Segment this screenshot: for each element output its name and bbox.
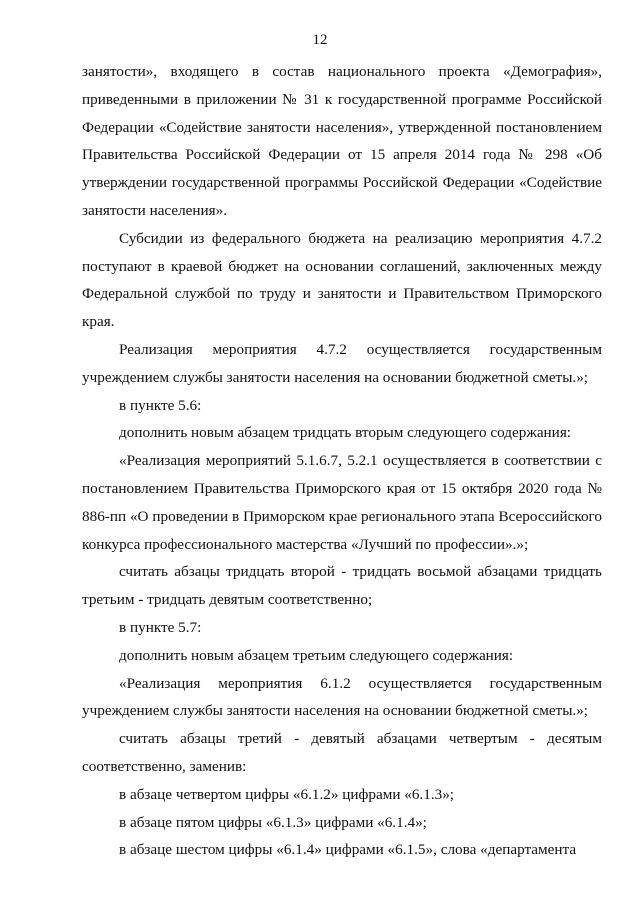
paragraph-measure-4-7-2: Реализация мероприятия 4.7.2 осуществляется государственным учреждением службы занятости населения на основании бюджетной сметы.»; bbox=[82, 340, 602, 386]
paragraph-subsidies: Субсидии из федерального бюджета на реализацию мероприятия 4.7.2 поступают в краевой бюджет на основании соглашений, заключенных между Федеральной службой по труду и занятости и Правительством Приморского края. bbox=[82, 229, 602, 331]
paragraph-replace-6-1-2: в абзаце четвертом цифры «6.1.2» цифрами «6.1.3»; bbox=[119, 785, 455, 803]
paragraph-renumber-32-38: считать абзацы тридцать второй - тридцать восьмой абзацами тридцать третьим - тридцать девятым соответственно; bbox=[82, 563, 602, 609]
paragraph-replace-6-1-4: в абзаце шестом цифры «6.1.4» цифрами «6.1.5», слова «департамента bbox=[119, 841, 577, 859]
paragraph-measures-5-1-6-7: «Реализация мероприятий 5.1.6.7, 5.2.1 осуществляется в соответствии с постановлением Правительства Приморского края от 15 октября 2020 года № 886-пп «О проведении в Приморском крае регионального этапа Всероссийского конкурса профессионального мастерства «Лучший по профессии».»; bbox=[82, 452, 602, 553]
paragraph-add-32: дополнить новым абзацем тридцать вторым следующего содержания: bbox=[119, 424, 572, 442]
paragraph-clause-5-7: в пункте 5.7: bbox=[119, 618, 202, 636]
paragraph-measure-6-1-2: «Реализация мероприятия 6.1.2 осуществляется государственным учреждением службы занятости населения на основании бюджетной сметы.»; bbox=[82, 674, 602, 720]
page-number: 12 bbox=[312, 32, 328, 48]
paragraph-clause-5-6: в пункте 5.6: bbox=[119, 396, 202, 414]
paragraph-add-third: дополнить новым абзацем третьим следующего содержания: bbox=[119, 646, 514, 664]
document-body bbox=[82, 58, 602, 864]
paragraph-replace-6-1-3: в абзаце пятом цифры «6.1.3» цифрами «6.1.4»; bbox=[119, 813, 427, 831]
paragraph-renumber-3-9: считать абзацы третий - девятый абзацами четвертым - десятым соответственно, заменив: bbox=[82, 730, 602, 775]
paragraph-continuation: занятости», входящего в состав национального проекта «Демография», приведенными в приложении № 31 к государственной программе Российской Федерации «Содействие занятости населения», утвержденной постановлением Правительства Российской Федерации от 15 апреля 2014 года № 298 «Об утверждении государственной программы Российской Федерации «Содействие занятости населения». bbox=[82, 63, 602, 219]
